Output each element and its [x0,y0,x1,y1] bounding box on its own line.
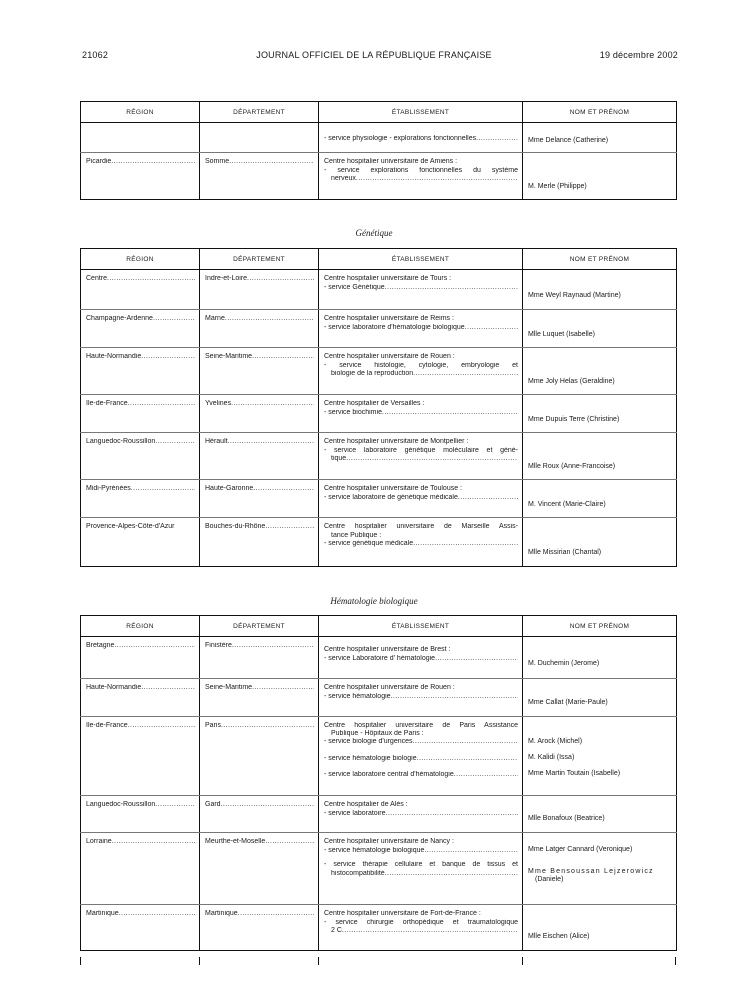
establishment-line: Centre hospitalier universitaire de Brest : [324,646,451,653]
table-row [81,395,677,433]
region-name: Ile-de-France ..... [86,400,195,409]
name-cell [523,905,677,951]
person-name: M. Vincent (Marie-Claire) [528,501,606,508]
table-row [81,679,677,717]
name-cell [523,796,677,833]
establishment-line: Centre hospitalier universitaire de Rouen : [324,684,455,691]
departement-name: Gard ..... [205,801,314,810]
person-name: Mlle Eischen (Alice) [528,933,590,940]
service-line: - service biochimie ..... [324,409,518,418]
table-row [81,796,677,833]
section-title-genetique: Génétique [355,228,393,238]
establishment-line: Centre hospitalier universitaire de Amiens : [324,158,458,165]
establishment-line: Centre hospitalier universitaire de Fort-de-France : [324,910,481,917]
service-line: - service Laboratoire d' hématologie ..... [324,655,518,664]
region-name: Haute-Normandie ..... [86,353,195,362]
departement-name: Marne ..... [205,315,314,324]
region-cell [81,310,200,348]
service-line: - service thérapie cellulaire et banque de tissus et [324,861,518,869]
table-row [81,480,677,518]
person-name: Mme Delance (Catherine) [528,137,609,144]
col-etablissement: ÉTABLISSEMENT [319,102,523,123]
name-cell [523,310,677,348]
name-cell [523,833,677,905]
departement-cell [200,310,319,348]
person-name: Mlle Missirian (Chantal) [528,549,602,556]
etablissement-cell [319,153,523,200]
person-name: Mme Dupuis Terre (Christine) [528,416,620,423]
table-row [81,153,677,200]
person-name: Mme Bensoussan Lejzerowicz [528,867,654,875]
service-line: tique ..... [324,455,518,464]
departement-name: Haute-Garonne ..... [205,485,314,494]
departement-cell [200,433,319,480]
region-cell [81,796,200,833]
service-line: - service laboratoire d'hématologie biologique ..... [324,324,518,333]
etablissement-cell [319,833,523,905]
etablissement-cell [319,348,523,395]
region-cell [81,637,200,679]
establishment-line: Centre hospitalier universitaire de Paris Assistance [324,722,518,729]
name-cell [523,717,677,796]
person-name: Mlle Luquet (Isabelle) [528,331,595,338]
name-cell [523,348,677,395]
etablissement-cell [319,679,523,717]
region-name: Champagne-Ardenne ..... [86,315,195,324]
service-line: - service explorations fonctionnelles du système [324,166,518,174]
etablissement-cell [319,123,523,153]
region-cell [81,123,200,153]
col-etablissement: ÉTABLISSEMENT [319,616,523,637]
departement-cell [200,153,319,200]
col-region: RÉGION [81,616,200,637]
departement-cell [200,348,319,395]
region-name: Haute-Normandie ..... [86,684,195,693]
service-line: - service hématologie ..... [324,693,518,702]
establishment-line: Centre hospitalier de Versailles : [324,400,425,407]
service-line: nerveux ..... [324,175,518,184]
departement-cell [200,717,319,796]
person-name: M. Merle (Philippe) [528,183,587,190]
publication-date: 19 décembre 2002 [599,50,678,60]
region-name: Provence-Alpes-Côte-d'Azur [86,523,175,530]
departement-name: Seine-Maritime ..... [205,353,314,362]
col-region: RÉGION [81,249,200,270]
etablissement-cell [319,518,523,567]
person-name: (Daniele) [535,876,564,884]
service-line: - service chirurgie orthopédique et traumatologique [324,918,518,926]
region-cell [81,153,200,200]
table-row [81,123,677,153]
table-row [81,518,677,567]
col-nom-prenom: NOM ET PRÉNOM [523,249,677,270]
table-row [81,905,677,951]
name-cell [523,637,677,679]
establishment-line: Centre hospitalier universitaire de Marseille Assis- [324,523,518,530]
region-name: Lorraine ..... [86,838,195,847]
person-name: M. Duchemin (Jerome) [528,660,600,667]
departement-cell [200,637,319,679]
name-cell [523,433,677,480]
region-name: Ile-de-France ..... [86,722,195,731]
col-departement: DÉPARTEMENT [200,102,319,123]
departement-name: Martinique ..... [205,910,314,919]
service-line: - service biologie d'urgences ..... [324,738,518,746]
table-continuation-border [80,957,81,965]
journal-title: JOURNAL OFFICIEL DE LA RÉPUBLIQUE FRANÇAISE [256,50,492,60]
name-cell [523,395,677,433]
region-cell [81,433,200,480]
person-name: M. Kalidi (Issa) [528,754,575,762]
service-line: histocompatibilité ..... [324,870,518,879]
departement-cell [200,480,319,518]
service-line: - service laboratoire génétique moléculaire et géné- [324,446,518,454]
page-number: 21062 [82,50,109,60]
establishment-line: Centre hospitalier universitaire de Nancy : [324,838,454,845]
person-name: Mme Latger Cannard (Veronique) [528,846,633,853]
etablissement-cell [319,637,523,679]
person-name: Mlle Bonafoux (Beatrice) [528,815,605,822]
region-cell [81,518,200,567]
departement-cell [200,518,319,567]
table-row [81,433,677,480]
departement-name: Indre-et-Loire ..... [205,275,314,284]
region-name: Languedoc-Roussillon ..... [86,801,195,810]
table-row [81,637,677,679]
col-etablissement: ÉTABLISSEMENT [319,249,523,270]
person-name: M. Arock (Michel) [528,738,583,745]
etablissement-cell [319,270,523,310]
region-name: Picardie ..... [86,158,195,167]
col-region: RÉGION [81,102,200,123]
name-cell [523,270,677,310]
person-name: Mme Martin Toutain (Isabelle) [528,770,621,778]
service-line: - service génétique médicale ..... [324,540,518,549]
departement-cell [200,679,319,717]
departement-name: Paris ..... [205,722,314,731]
establishment-line: Centre hospitalier universitaire de Rouen : [324,353,455,360]
departement-name: Finistère ..... [205,642,314,651]
departement-name: Seine-Maritime ..... [205,684,314,693]
person-name: Mme Weyl Raynaud (Martine) [528,292,621,299]
region-cell [81,348,200,395]
service-line: - service laboratoire ..... [324,810,518,819]
name-cell [523,518,677,567]
table-row [81,717,677,796]
service-line: - service Génétique ..... [324,284,518,293]
region-cell [81,833,200,905]
col-nom-prenom: NOM ET PRÉNOM [523,102,677,123]
establishment-line: Publique - Hôpitaux de Paris : [331,730,424,738]
departement-name: Bouches-du-Rhône ..... [205,523,314,532]
etablissement-cell [319,310,523,348]
region-cell [81,395,200,433]
etablissement-cell [319,480,523,518]
departement-name: Hérault ..... [205,438,314,447]
establishment-line: Centre hospitalier universitaire de Reims : [324,315,454,322]
establishment-line: Centre hospitalier de Alès : [324,801,408,808]
departement-cell [200,123,319,153]
establishment-line: tance Publique : [331,531,382,539]
person-name: Mlle Roux (Anne-Francoise) [528,463,616,470]
establishment-line: Centre hospitalier universitaire de Toulouse : [324,485,463,492]
region-name: Centre ..... [86,275,195,284]
table-hematologie [80,615,677,951]
region-name: Languedoc-Roussillon ..... [86,438,195,447]
departement-name: Yvelines ..... [205,400,314,409]
region-cell [81,480,200,518]
section-title-hematologie: Hématologie biologique [330,596,418,606]
table-continuation-border [318,957,319,965]
service-line: - service laboratoire central d'hématologie ..... [324,771,518,779]
etablissement-cell [319,796,523,833]
etablissement-cell [319,433,523,480]
table-row [81,310,677,348]
departement-cell [200,395,319,433]
region-cell [81,679,200,717]
departement-cell [200,270,319,310]
person-name: Mme Callat (Marie-Paule) [528,699,608,706]
name-cell [523,153,677,200]
service-line: - service physiologie - explorations fonctionnelles ..... [324,135,518,144]
departement-cell [200,905,319,951]
departement-cell [200,796,319,833]
name-cell [523,480,677,518]
service-line: biologie de la reproduction ..... [324,370,518,379]
region-name: Martinique ..... [86,910,195,919]
departement-cell [200,833,319,905]
service-line: - service histologie, cytologie, embryologie et [324,361,518,369]
service-line: 2 C ..... [324,927,518,936]
table-row [81,348,677,395]
table-row [81,833,677,905]
service-line: - service hématologie biologie ..... [324,755,518,763]
col-departement: DÉPARTEMENT [200,249,319,270]
table-row [81,270,677,310]
table-continuation-border [675,957,676,965]
establishment-line: Centre hospitalier universitaire de Montpellier : [324,438,469,445]
col-nom-prenom: NOM ET PRÉNOM [523,616,677,637]
region-name: Midi-Pyrénées ..... [86,485,195,494]
departement-name: Somme ..... [205,158,314,167]
table-continuation [80,101,677,200]
service-line: - service laboratoire de génétique médicale ..... [324,494,518,503]
person-name: Mme Joly Helas (Geraldine) [528,378,615,385]
table-continuation-border [199,957,200,965]
departement-name: Meurthe-et-Moselle ..... [205,838,314,847]
service-line: - service hématologie biologique ..... [324,847,518,856]
table-continuation-border [522,957,523,965]
etablissement-cell [319,395,523,433]
col-departement: DÉPARTEMENT [200,616,319,637]
etablissement-cell [319,905,523,951]
etablissement-cell [319,717,523,796]
name-cell [523,679,677,717]
region-cell [81,905,200,951]
region-cell [81,717,200,796]
establishment-line: Centre hospitalier universitaire de Tours : [324,275,452,282]
region-cell [81,270,200,310]
region-name: Bretagne ..... [86,642,195,651]
table-genetique [80,248,677,567]
name-cell [523,123,677,153]
